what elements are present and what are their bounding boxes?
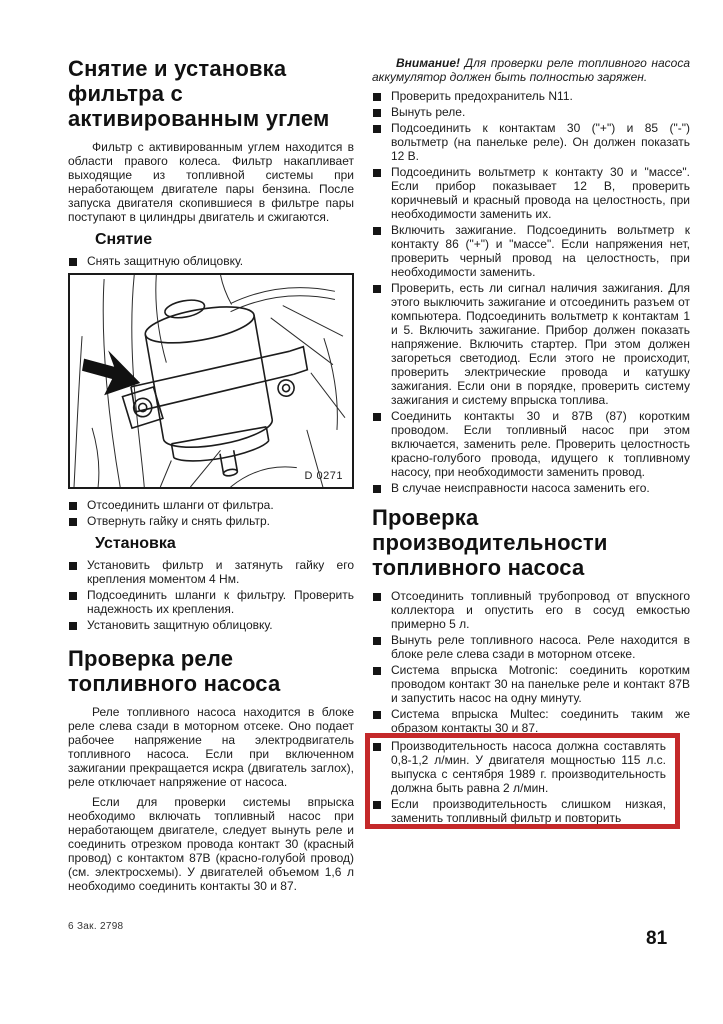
- page-number: 81: [646, 928, 668, 949]
- list-item: [68, 254, 354, 268]
- warning-label: Внимание!: [396, 56, 461, 70]
- list-item-text: Снять защитную облицовку.: [87, 254, 244, 268]
- list-item-text: Соединить контакты 30 и 87В (87) коротким проводом. Если топливный насос при этом включается, заменить реле. Проверить целостность красно-голубого провода, идущего к топливному насосу, при необходимости заменить провод.: [391, 409, 690, 479]
- list-item: [372, 165, 690, 221]
- list-item-text: Подсоединить шланги к фильтру. Проверить надежность их крепления.: [87, 588, 354, 616]
- figure-code-label: D 0271: [304, 470, 343, 482]
- capacity-check-steps: [372, 589, 690, 735]
- intro-paragraph: Фильтр с активированным углем находится в области правого колеса. Фильтр накапливает выходящие из топливной системы при неработающем двигателе пары бензина. После запуска двигателя скопившиеся в фильтре пары поступают в цилиндры двигатель и сжигаются.: [68, 140, 354, 224]
- bullet-square-icon: [373, 667, 381, 675]
- relay-paragraph-2: Если для проверки системы впрыска необходимо включать топливный насос при неработающем двигателе, следует вынуть реле и соединить отрезком провода контакт 30 (красный провод) с контактом 87В (красно-голубой провод) (см. электросхемы). У двигателей объемом 1,6 л необходимо соединить контакты 30 и 87.: [68, 795, 354, 893]
- list-item-text: В случае неисправности насоса заменить его.: [391, 481, 650, 495]
- list-item-text: Отвернуть гайку и снять фильтр.: [87, 514, 270, 528]
- list-item: [372, 797, 666, 825]
- list-item: [372, 105, 690, 119]
- bullet-square-icon: [373, 227, 381, 235]
- list-item: [68, 514, 354, 528]
- installation-steps: [68, 558, 354, 632]
- list-item: [68, 498, 354, 512]
- bullet-square-icon: [69, 622, 77, 630]
- list-item-text: Вынуть реле топливного насоса. Реле находится в блоке реле слева сзади в моторном отсеке.: [391, 633, 690, 661]
- list-item: [372, 223, 690, 279]
- bullet-square-icon: [69, 502, 77, 510]
- list-item-text: Вынуть реле.: [391, 105, 466, 119]
- list-item: [372, 633, 690, 661]
- list-item: [372, 89, 690, 103]
- relay-paragraph-1: Реле топливного насоса находится в блоке реле слева сзади в моторном отсеке. Оно подает рабочее напряжение на электродвигатель топливного насоса. Если при включенном зажигании прекращается искра (двигатель заглох), реле отключает напряжение от насоса.: [68, 705, 354, 789]
- list-item-text: Если производительность слишком низкая, заменить топливный фильтр и повторить: [391, 797, 666, 825]
- section-title-relay-check: Проверка реле топливного насоса: [68, 646, 281, 696]
- list-item-text: Отсоединить шланги от фильтра.: [87, 498, 274, 512]
- list-item-text: Подсоединить к контактам 30 ("+") и 85 ("-") вольтметр (на панельке реле). Он должен показать 12 В.: [391, 121, 690, 163]
- bullet-square-icon: [373, 125, 381, 133]
- bullet-square-icon: [373, 109, 381, 117]
- highlighted-steps: [372, 739, 666, 825]
- list-item-text: Система впрыска Multec: соединить таким же образом контакты 30 и 87.: [391, 707, 690, 735]
- bullet-square-icon: [373, 93, 381, 101]
- highlighted-section: [372, 739, 666, 825]
- list-item: [372, 589, 690, 631]
- bullet-square-icon: [69, 592, 77, 600]
- subheading-installation: Установка: [95, 535, 176, 552]
- list-item-text: Установить фильтр и затянуть гайку его крепления моментом 4 Нм.: [87, 558, 354, 586]
- bullet-square-icon: [373, 169, 381, 177]
- list-item-text: Система впрыска Motronic: соединить коротким проводом контакт 30 на панельке реле и контакт 87В и запустить насос на одну минуту.: [391, 663, 690, 705]
- list-item: [372, 409, 690, 479]
- list-item: [372, 663, 690, 705]
- bullet-square-icon: [373, 743, 381, 751]
- filter-line-drawing: [70, 275, 352, 487]
- list-item: [372, 739, 666, 795]
- list-item: [68, 588, 354, 616]
- section-title-carbon-filter: Снятие и установка фильтра с активированным углем: [68, 56, 330, 131]
- list-item-text: Подсоединить вольтметр к контакту 30 и "массе". Если прибор показывает 12 В, проверить коричневый и красный провода на целостность, при необходимости заменить их.: [391, 165, 690, 221]
- bullet-square-icon: [373, 285, 381, 293]
- bullet-square-icon: [69, 562, 77, 570]
- filter-figure: [68, 273, 354, 489]
- list-item-text: Проверить предохранитель N11.: [391, 89, 573, 103]
- bullet-square-icon: [69, 258, 77, 266]
- list-item-text: Включить зажигание. Подсоединить вольтметр к контакту 86 ("+") и "массе". Если напряжения нет, проверить черный провод на целостность, при необходимости заменить.: [391, 223, 690, 279]
- section-title-pump-capacity: Проверка производительности топливного насоса: [372, 505, 608, 580]
- list-item: [68, 618, 354, 632]
- list-item: [372, 281, 690, 407]
- left-column: [68, 56, 354, 899]
- right-column: [372, 56, 690, 827]
- list-item-text: Производительность насоса должна составлять 0,8-1,2 л/мин. У двигателя мощностью 115 л.с. выпуска с сентября 1989 г. производительность должна быть равна 2 л/мин.: [391, 739, 666, 795]
- list-item: [372, 121, 690, 163]
- bullet-square-icon: [373, 485, 381, 493]
- subheading-removal: Снятие: [95, 231, 153, 248]
- bullet-square-icon: [373, 711, 381, 719]
- list-item-text: Установить защитную облицовку.: [87, 618, 273, 632]
- bullet-square-icon: [373, 801, 381, 809]
- bullet-square-icon: [373, 413, 381, 421]
- removal-steps-post: [68, 498, 354, 528]
- list-item: [68, 558, 354, 586]
- list-item: [372, 707, 690, 735]
- removal-steps-pre: [68, 254, 354, 268]
- bullet-square-icon: [373, 593, 381, 601]
- warning-text: Для проверки реле топливного насоса аккумулятор должен быть полностью заряжен.: [372, 56, 690, 84]
- relay-check-steps: [372, 89, 690, 495]
- bullet-square-icon: [373, 637, 381, 645]
- warning-paragraph: [372, 56, 690, 84]
- bullet-square-icon: [69, 518, 77, 526]
- list-item-text: Проверить, есть ли сигнал наличия зажигания. Для этого выключить зажигание и отсоединить разъем от компьютера. Подсоединить вольтметр к контактам 1 и 5. Включить зажигание. Прибор должен показать напряжение. Включить стартер. При этом должен загореться светодиод. Если этого не происходит, проверить электрические провода и катушку зажигания. Если они в порядке, проверить систему зажигания и систему впрыска топлива.: [391, 281, 690, 407]
- print-run-note: 6 Зак. 2798: [68, 921, 124, 932]
- list-item-text: Отсоединить топливный трубопровод от впускного коллектора и опустить его в сосуд емкостью примерно 5 л.: [391, 589, 690, 631]
- list-item: [372, 481, 690, 495]
